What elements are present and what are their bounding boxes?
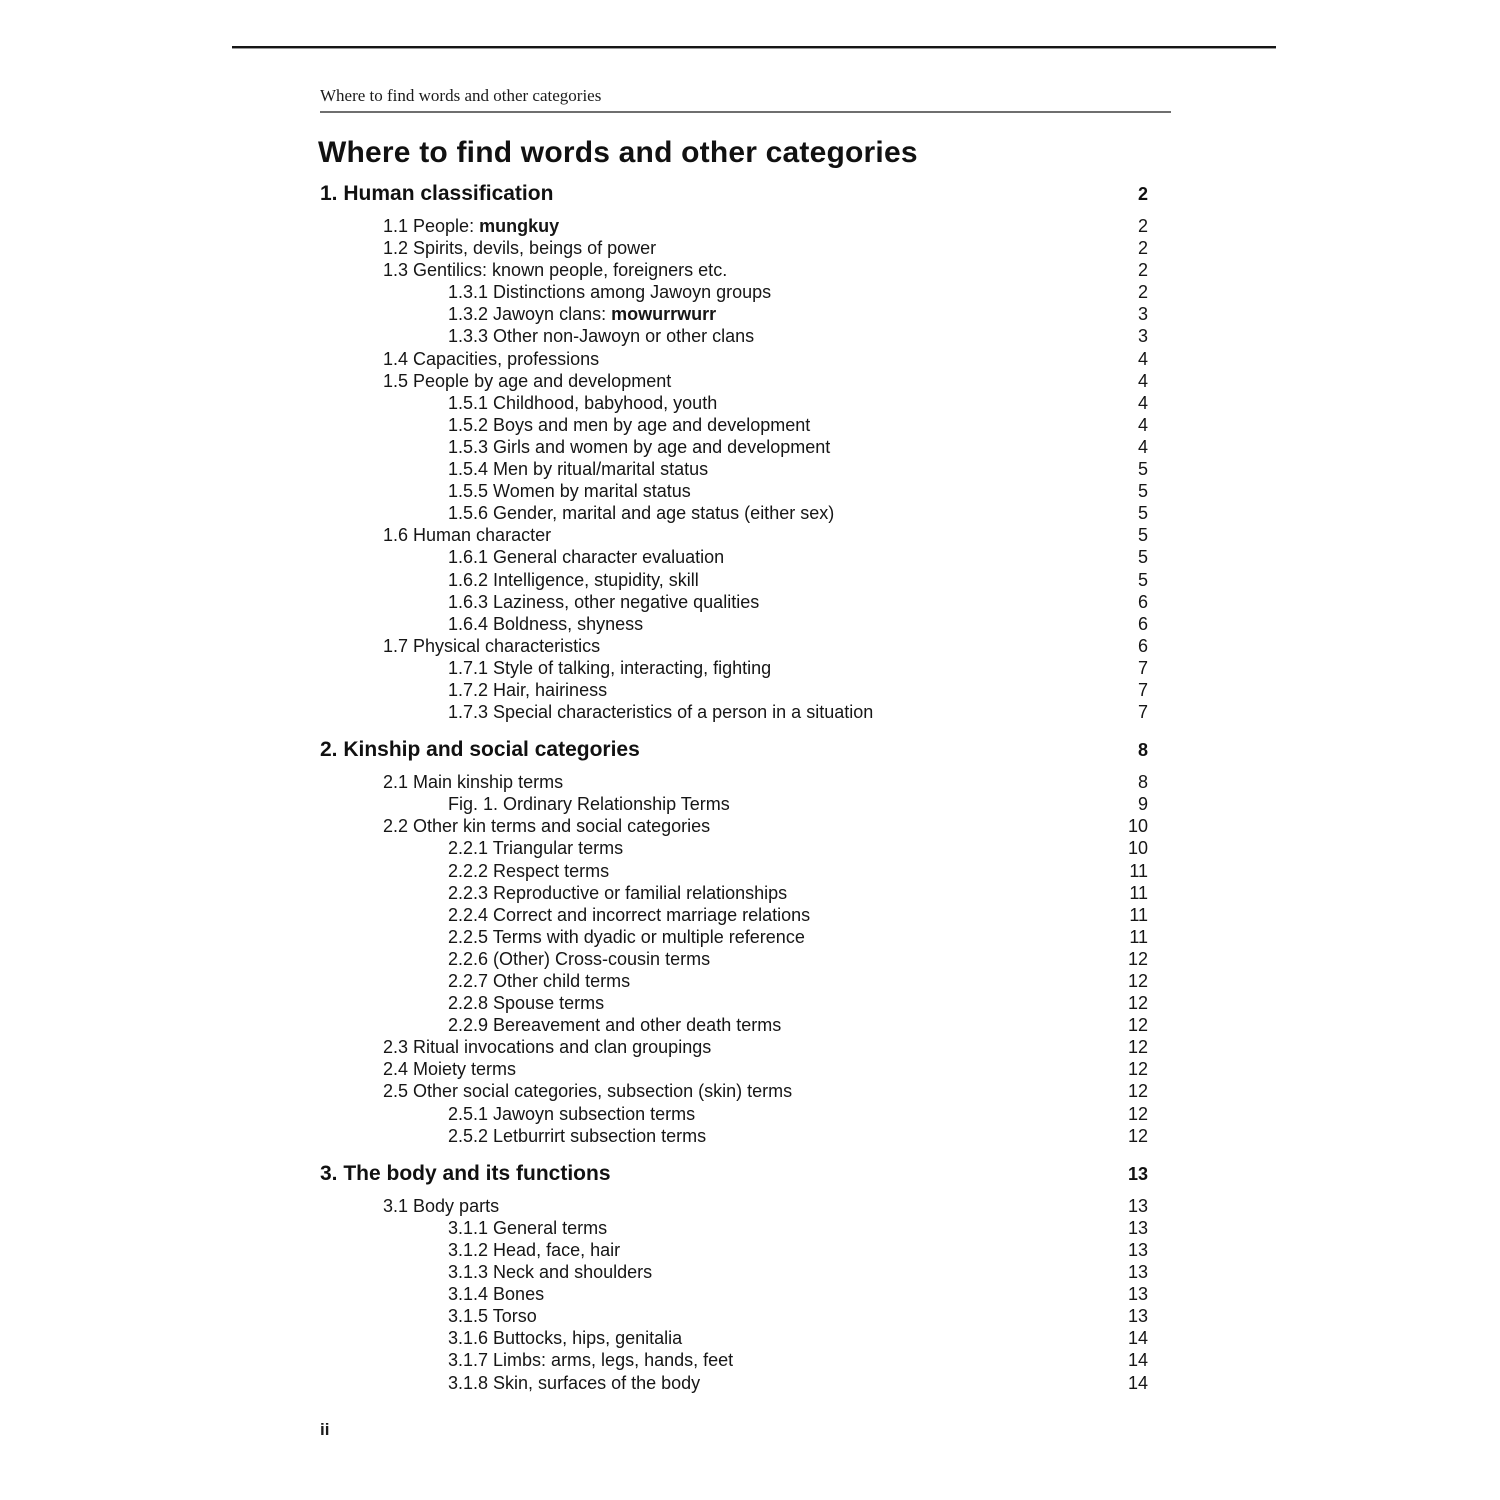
toc-entry-page-number: 13 [1127,1195,1148,1216]
toc-entry [320,636,1148,658]
toc-entry [320,592,1148,614]
toc-entry-page-number: 5 [1137,459,1148,480]
toc-entry-label: 1.6 Human character [383,525,552,546]
toc-entry-label: 3.1.5 Torso [448,1306,537,1327]
toc-entry-label: 3.1 Body parts [383,1195,500,1216]
toc-entry [320,1262,1148,1284]
toc-section-page-number: 2 [1137,184,1148,204]
toc-entry [320,816,1148,838]
toc-entry [320,349,1148,371]
toc-entry [320,570,1148,592]
toc-entry-label: 2.3 Ritual invocations and clan groupings [383,1037,712,1058]
toc-entry-page-number: 5 [1137,503,1148,524]
toc-entry [320,371,1148,393]
toc-entry-label: 2.2.7 Other child terms [448,971,631,991]
toc-entry-page-number: 12 [1127,1015,1148,1036]
toc-entry-label: 3.1.6 Buttocks, hips, genitalia [448,1328,683,1349]
toc-entry [320,1350,1148,1372]
toc-entry [320,1328,1148,1350]
toc-entry-label: 2.2 Other kin terms and social categories [383,816,711,837]
toc-entry-page-number: 11 [1129,904,1148,925]
toc-entry-page-number: 4 [1137,348,1148,369]
toc-entry [320,437,1148,459]
toc-entry-page-number: 12 [1127,971,1148,991]
toc-entry-label: 2.2.5 Terms with dyadic or multiple reference [448,926,805,947]
toc-entry [320,702,1148,724]
toc-entry-label: 2.1 Main kinship terms [383,772,564,793]
toc-section-page-number: 8 [1137,740,1148,761]
page-top-rule [232,46,1276,49]
toc-entry-label: 2.5 Other social categories, subsection (skin) terms [383,1081,793,1102]
toc-entry [320,861,1148,883]
toc-entry-page-number: 9 [1137,794,1148,815]
toc-section-page-number: 13 [1127,1163,1148,1184]
toc-entry-page-number: 2 [1137,238,1148,259]
toc-entry-page-number: 11 [1129,860,1148,881]
toc-entry-page-number: 5 [1137,525,1148,546]
table-of-contents [320,182,1148,1395]
toc-entry-label: 1.5 People by age and development [383,370,672,391]
toc-entry-page-number: 14 [1127,1350,1148,1371]
toc-entry-page-number: 6 [1137,613,1148,634]
toc-entry-page-number: 12 [1127,1037,1148,1058]
toc-entry-page-number: 10 [1127,816,1148,837]
toc-entry-page-number: 12 [1127,1125,1148,1146]
toc-entry-page-number: 13 [1127,1306,1148,1327]
toc-entry-bold-term: mungkuy [479,216,560,236]
toc-entry-page-number: 4 [1137,370,1148,391]
toc-entry-label: 3.1.2 Head, face, hair [448,1239,621,1260]
toc-entry-page-number: 3 [1137,304,1148,325]
toc-section-label: 2. Kinship and social categories [320,738,640,762]
toc-entry-label: 1.7 Physical characteristics [383,635,601,656]
toc-entry-page-number: 12 [1127,1059,1148,1080]
toc-entry [320,1196,1148,1218]
toc-entry [320,1284,1148,1306]
toc-entry [320,772,1148,794]
toc-entry-label: 2.2.2 Respect terms [448,860,610,881]
toc-entry-page-number: 12 [1127,993,1148,1014]
toc-entry-bold-term: mowurrwurr [611,304,717,325]
toc-entry [320,794,1148,816]
toc-entry [320,927,1148,949]
toc-entry [320,415,1148,437]
toc-entry-label: 2.5.2 Letburrirt subsection terms [448,1125,707,1146]
toc-entry-page-number: 4 [1137,392,1148,413]
toc-entry-label: 1.2 Spirits, devils, beings of power [383,238,657,259]
toc-entry-label: 1.5.1 Childhood, babyhood, youth [448,392,718,413]
toc-entry-page-number: 11 [1129,926,1148,947]
toc-entry-page-number: 7 [1137,657,1148,678]
toc-entry-label: 2.4 Moiety terms [383,1059,517,1080]
footer-page-number: ii [320,1420,330,1439]
toc-entry-label: 1.6.1 General character evaluation [448,547,725,568]
toc-entry-label: 1.7.1 Style of talking, interacting, fighting [448,657,772,678]
toc-entry-page-number: 3 [1137,326,1148,347]
toc-entry-page-number: 14 [1127,1328,1148,1349]
toc-entry [320,658,1148,680]
toc-entry-label: 2.2.1 Triangular terms [448,838,624,859]
toc-entry [320,1126,1148,1148]
toc-entry [320,838,1148,860]
toc-entry-page-number: 2 [1137,282,1148,303]
toc-entry-label: 2.2.6 (Other) Cross-cousin terms [448,948,711,969]
toc-entry-label: 1.6.4 Boldness, shyness [448,613,644,634]
toc-entry-label: 1.5.6 Gender, marital and age status (either sex) [448,503,835,524]
toc-entry-page-number: 13 [1127,1284,1148,1305]
toc-entry [320,1037,1148,1059]
toc-entry [320,883,1148,905]
toc-entry-page-number: 13 [1127,1239,1148,1260]
toc-entry-label: 3.1.3 Neck and shoulders [448,1262,653,1283]
toc-entry-page-number: 12 [1127,1081,1148,1102]
toc-entry [320,238,1148,260]
toc-entry [320,326,1148,348]
toc-entry-label: Fig. 1. Ordinary Relationship Terms [448,794,730,815]
toc-section-header [320,1162,1148,1188]
toc-entry-label: 3.1.4 Bones [448,1284,545,1305]
toc-entry-page-number: 13 [1127,1217,1148,1238]
toc-entry [320,1081,1148,1103]
toc-entry [320,905,1148,927]
toc-entry-label: 1.5.4 Men by ritual/marital status [448,459,709,480]
toc-entry-label: 1.3 Gentilics: known people, foreigners etc. [383,260,728,281]
toc-entry [320,949,1148,971]
toc-entry-page-number: 14 [1127,1372,1148,1393]
toc-entry-page-number: 8 [1137,772,1148,793]
toc-section-header [320,738,1148,764]
toc-entry [320,1240,1148,1262]
toc-entry-label: 1.4 Capacities, professions [383,348,600,369]
toc-entry [320,216,1148,238]
toc-section-label: 3. The body and its functions [320,1161,611,1185]
toc-entry-page-number: 4 [1137,414,1148,435]
toc-entry [320,1373,1148,1395]
toc-entry-page-number: 6 [1137,635,1148,656]
toc-entry-label: 2.2.3 Reproductive or familial relationships [448,882,788,903]
toc-entry [320,971,1148,993]
toc-entry-page-number: 6 [1137,591,1148,612]
toc-entry [320,1218,1148,1240]
toc-entry-label: 1.6.3 Laziness, other negative qualities [448,591,760,612]
toc-entry [320,1104,1148,1126]
toc-entry-page-number: 5 [1137,481,1148,502]
toc-entry-page-number: 11 [1129,882,1148,903]
running-header: Where to find words and other categories [320,86,602,105]
toc-entry-page-number: 5 [1137,547,1148,568]
toc-entry-page-number: 10 [1127,838,1148,859]
toc-entry [320,525,1148,547]
toc-entry-label: 2.2.4 Correct and incorrect marriage relations [448,904,811,925]
toc-entry-label: 2.2.9 Bereavement and other death terms [448,1015,782,1036]
toc-entry [320,614,1148,636]
running-header-underline [320,111,1171,113]
toc-section-header [320,182,1148,208]
toc-entry-label: 2.2.8 Spouse terms [448,993,605,1014]
toc-entry-label: 3.1.7 Limbs: arms, legs, hands, feet [448,1350,734,1371]
toc-entry [320,260,1148,282]
page-title: Where to find words and other categories [318,136,918,169]
toc-entry-label: 1.3.2 Jawoyn clans: mowurrwurr [448,304,717,325]
toc-entry-label: 1.3.3 Other non-Jawoyn or other clans [448,326,755,347]
toc-section-label: 1. Human classification [320,182,554,205]
toc-entry-page-number: 7 [1137,679,1148,700]
toc-entry-page-number: 2 [1137,260,1148,281]
toc-entry-label: 2.5.1 Jawoyn subsection terms [448,1103,696,1124]
toc-entry-label: 1.3.1 Distinctions among Jawoyn groups [448,282,772,303]
toc-entry [320,481,1148,503]
toc-entry-page-number: 12 [1127,1103,1148,1124]
toc-entry [320,503,1148,525]
toc-entry-label: 1.5.3 Girls and women by age and development [448,436,831,457]
toc-entry-page-number: 13 [1127,1262,1148,1283]
toc-entry-label: 1.6.2 Intelligence, stupidity, skill [448,569,699,590]
toc-entry-label: 1.5.2 Boys and men by age and development [448,414,811,435]
toc-entry-page-number: 12 [1127,948,1148,969]
toc-entry [320,1059,1148,1081]
toc-entry-page-number: 2 [1137,216,1148,236]
toc-entry [320,1306,1148,1328]
toc-entry [320,1015,1148,1037]
toc-entry [320,393,1148,415]
toc-entry-label: 1.7.2 Hair, hairiness [448,679,608,700]
toc-entry [320,304,1148,326]
toc-entry [320,547,1148,569]
toc-entry-label: 1.5.5 Women by marital status [448,481,691,502]
toc-entry-label: 3.1.1 General terms [448,1217,608,1238]
toc-entry [320,459,1148,481]
toc-entry [320,680,1148,702]
toc-entry [320,282,1148,304]
toc-entry-page-number: 7 [1137,702,1148,723]
toc-entry-label: 3.1.8 Skin, surfaces of the body [448,1372,701,1393]
toc-entry-label: 1.7.3 Special characteristics of a person in a situation [448,702,874,723]
toc-entry [320,993,1148,1015]
toc-entry-page-number: 5 [1137,569,1148,590]
toc-entry-label: 1.1 People: mungkuy [383,216,560,236]
toc-entry-page-number: 4 [1137,436,1148,457]
